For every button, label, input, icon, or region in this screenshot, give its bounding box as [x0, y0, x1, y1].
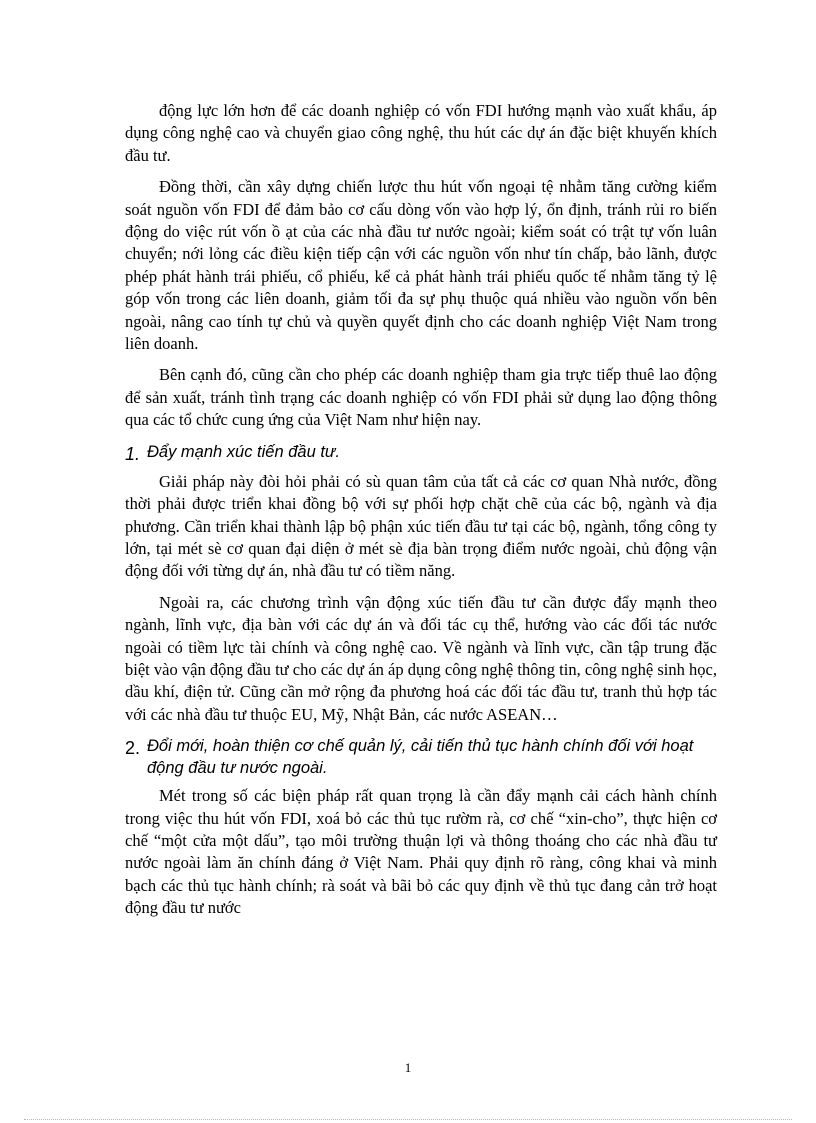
page-number: 1: [404, 1060, 412, 1075]
paragraph-promotion-programs: Ngoài ra, các chương trình vận động xúc tiến đầu tư cần được đẩy mạnh theo ngành, lĩnh vực, địa bàn với các dự án và đối tác cụ thể, hướng vào các đối tác nước ngoài có tiềm lực tài chính và công nghệ cao. Về ngành và lĩnh vực, cần tập trung đặc biệt vào vận động đầu tư cho các dự án áp dụng công nghệ thông tin, công nghệ sinh học, dầu khí, điện tử. Cũng cần mở rộng đa phương hoá các đối tác đầu tư, tranh thủ hợp tác với các nhà đầu tư thuộc EU, Mỹ, Nhật Bản, các nước ASEAN…: [125, 592, 717, 724]
paragraph-foreign-currency-strategy: Đồng thời, cần xây dựng chiến lược thu hút vốn ngoại tệ nhằm tăng cường kiểm soát nguồn vốn FDI để đảm bảo cơ cấu dòng vốn vào hợp lý, ổn định, tránh rủi ro biến động do việc rút vốn ồ ạt của các nhà đầu tư nước ngoài; kiểm soát có trật tự vốn luân chuyển; nới lỏng các điều kiện tiếp cận với các nguồn vốn như tín chấp, bảo lãnh, được phép phát hành trái phiếu, cổ phiếu, kể cả phát hành trái phiếu quốc tế nhằm tăng tỷ lệ góp vốn trong các liên doanh, giảm tối đa sự phụ thuộc quá nhiều vào nguồn vốn bên ngoài, nâng cao tính tự chủ và quyền quyết định cho các doanh nghiệp Việt Nam trong liên doanh.: [125, 177, 717, 354]
section-number: 2.: [125, 738, 141, 759]
paragraph-admin-reform: Mét trong số các biện pháp rất quan trọng là cần đẩy mạnh cải cách hành chính trong việc thu hút vốn FDI, xoá bỏ các thủ tục rườm rà, cơ chế “xin-cho”, thực hiện cơ chế “một cửa một dấu”, tạo môi trường thuận lợi và thông thoáng cho các nhà đầu tư nước ngoài làm ăn chính đáng ở Việt Nam. Phải quy định rõ ràng, công khai và minh bạch các thủ tục hành chính; rà soát và bãi bỏ các quy định về thủ tục đang cản trở hoạt động đầu tư nước: [125, 786, 717, 918]
section-title: Đổi mới, hoàn thiện cơ chế quản lý, cải tiến thủ tục hành chính đối với hoạt động đầu tư nước ngoài.: [147, 737, 694, 778]
section-number: 1.: [125, 443, 141, 464]
paragraph-fdi-export: động lực lớn hơn để các doanh nghiệp có vốn FDI hướng mạnh vào xuất khẩu, áp dụng công nghệ cao và chuyển giao công nghệ, thu hút các dự án đặc biệt khuyến khích đầu tư.: [125, 101, 717, 165]
paragraph-promotion-solution: Giải pháp này đòi hỏi phải có sù quan tâm của tất cả các cơ quan Nhà nước, đồng thời phải được triển khai đồng bộ với sự phối hợp chặt chẽ của các bộ, ngành và địa phương. Cần triển khai thành lập bộ phận xúc tiến đầu tư tại các bộ, ngành, tổng công ty lớn, tại mét sè cơ quan đại diện ở mét sè địa bàn trọng điểm nước ngoài, chủ động vận động đối với từng dự án, nhà đầu tư có tiềm năng.: [125, 471, 717, 581]
section-heading-admin-reform: [125, 735, 717, 779]
page-bottom-divider: [24, 1119, 792, 1120]
document-page: [125, 100, 717, 929]
section-title: Đẩy mạnh xúc tiến đầu tư.: [147, 442, 340, 461]
paragraph-labor-hiring: Bên cạnh đó, cũng cần cho phép các doanh nghiệp tham gia trực tiếp thuê lao động để sản xuất, tránh tình trạng các doanh nghiệp có vốn FDI phải sử dụng lao động thông qua các tổ chức cung ứng của Việt Nam như hiện nay.: [125, 365, 717, 430]
section-heading-investment-promotion: [125, 441, 717, 465]
